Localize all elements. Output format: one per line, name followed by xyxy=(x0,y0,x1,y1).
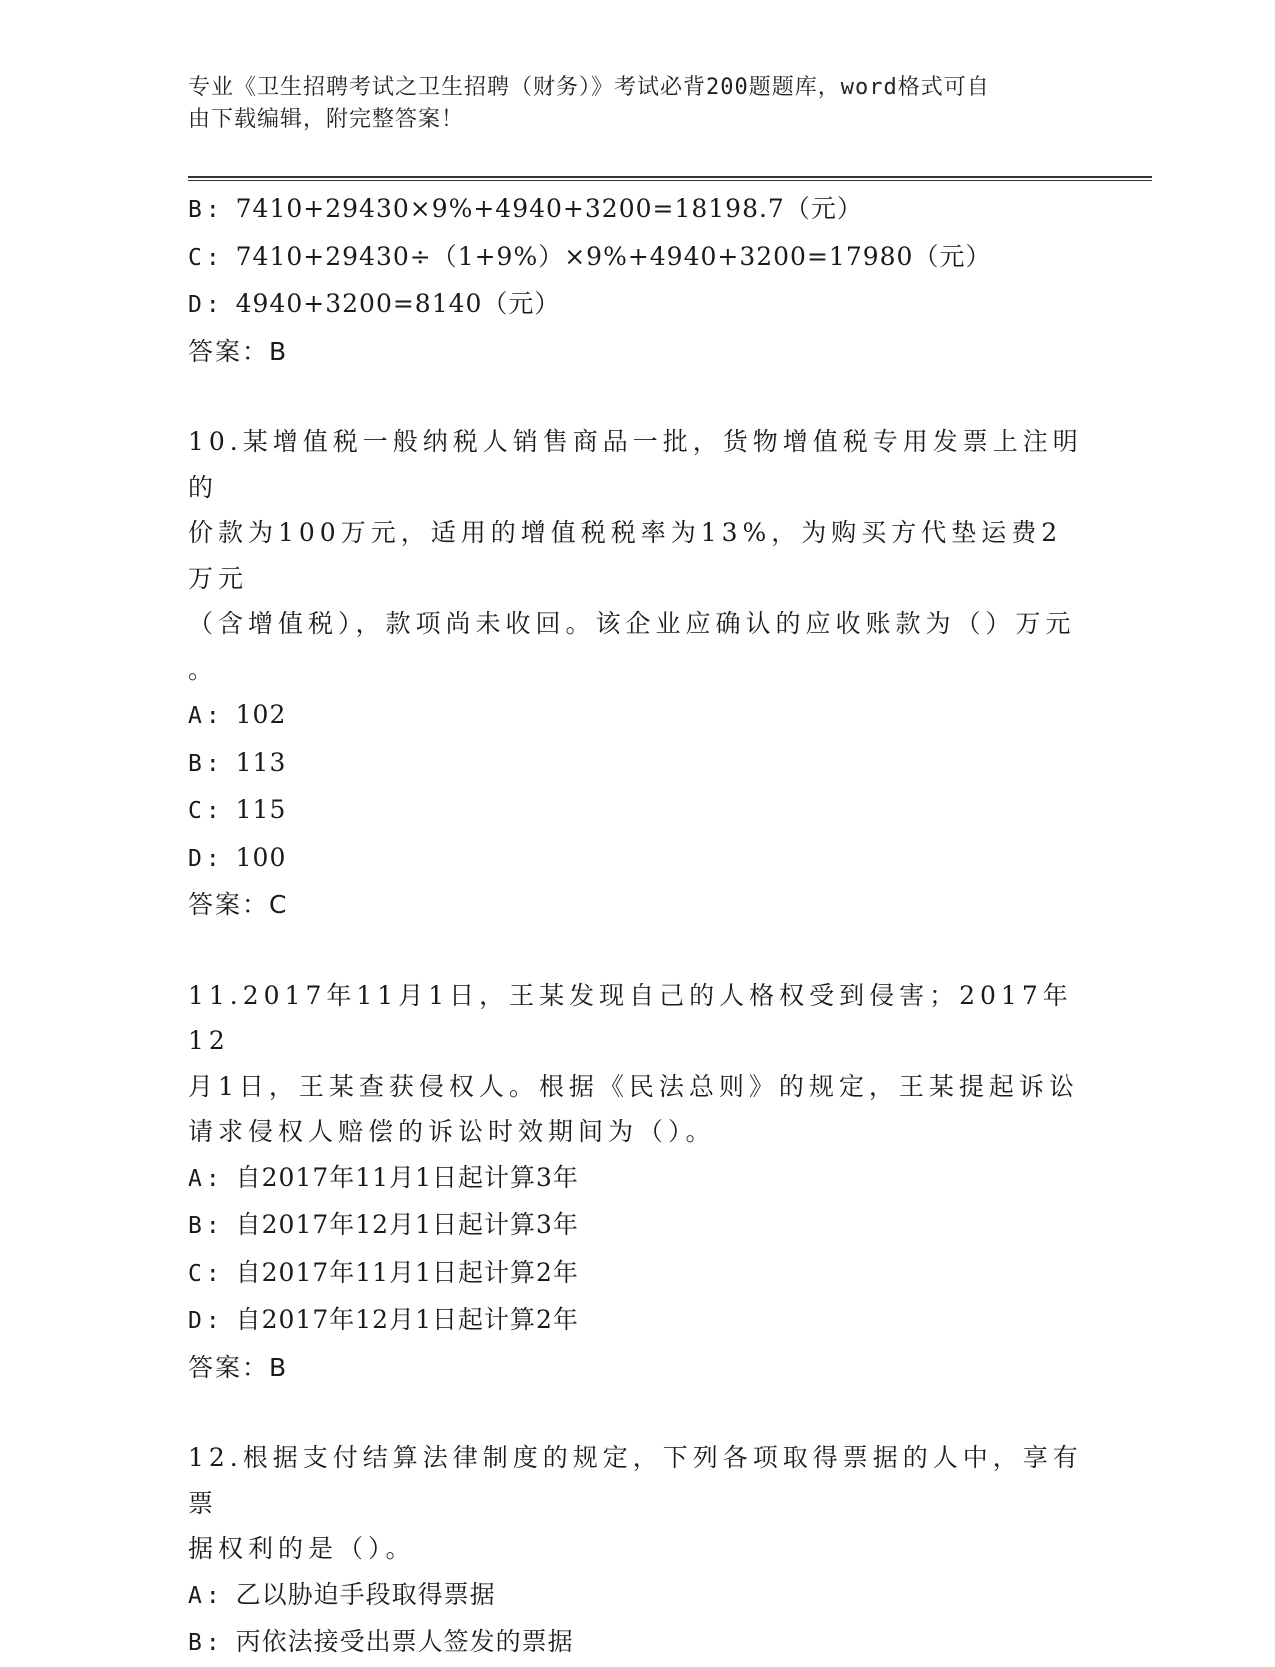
question-text-line: 据权利的是（）。 xyxy=(188,1534,416,1563)
option-row: B: 113 xyxy=(188,747,287,777)
question-text-line: 月1日，王某查获侵权人。根据《民法总则》的规定，王某提起诉讼 xyxy=(188,1071,1079,1101)
option-row: A: 自2017年11月1日起计算3年 xyxy=(188,1162,579,1192)
option-row: B: 丙依法接受出票人签发的票据 xyxy=(188,1627,574,1656)
option-row: C: 自2017年11月1日起计算2年 xyxy=(188,1257,579,1287)
option-row: D: 4940+3200=8140（元） xyxy=(188,289,561,318)
option-row: C: 115 xyxy=(188,795,287,824)
question-text-line: 请求侵权人赔偿的诉讼时效期间为（）。 xyxy=(188,1117,716,1146)
option-row: D: 100 xyxy=(188,842,287,872)
answer-line: 答案：B xyxy=(188,1352,289,1382)
option-row: B: 7410+29430×9%+4940+3200=18198.7（元） xyxy=(188,194,863,223)
question-text-line: 。 xyxy=(188,654,219,684)
question-11 xyxy=(188,973,1088,1391)
option-row: C: 7410+29430÷（1+9%）×9%+4940+3200=17980（元） xyxy=(188,241,992,271)
question-10 xyxy=(188,419,1088,928)
document-header xyxy=(188,72,1088,136)
document-content xyxy=(188,186,1088,1667)
option-row: A: 102 xyxy=(188,700,287,729)
option-row: A: 乙以胁迫手段取得票据 xyxy=(188,1579,496,1609)
question-text-line: 价款为100万元，适用的增值税税率为13%，为购买方代垫运费2万元 xyxy=(188,518,1063,593)
option-row: D: 自2017年12月1日起计算2年 xyxy=(188,1305,579,1334)
option-row: B: 自2017年12月1日起计算3年 xyxy=(188,1210,579,1239)
question-9-tail xyxy=(188,186,1088,374)
question-text-line: 12.根据支付结算法律制度的规定，下列各项取得票据的人中，享有票 xyxy=(188,1443,1083,1518)
question-text-line: 11.2017年11月1日，王某发现自己的人格权受到侵害；2017年12 xyxy=(188,980,1073,1055)
header-line-2: 由下载编辑，附完整答案！ xyxy=(188,107,465,132)
question-text-line: 10.某增值税一般纳税人销售商品一批，货物增值税专用发票上注明的 xyxy=(188,427,1083,502)
answer-line: 答案：B xyxy=(188,336,289,366)
header-line-1: 专业《卫生招聘考试之卫生招聘（财务）》考试必背200题题库，word格式可自 xyxy=(188,75,990,100)
question-text-line: （含增值税），款项尚未收回。该企业应确认的应收账款为（）万元 xyxy=(188,609,1076,638)
question-12 xyxy=(188,1435,1088,1667)
header-divider xyxy=(188,176,1152,181)
answer-line: 答案：C xyxy=(188,890,289,919)
